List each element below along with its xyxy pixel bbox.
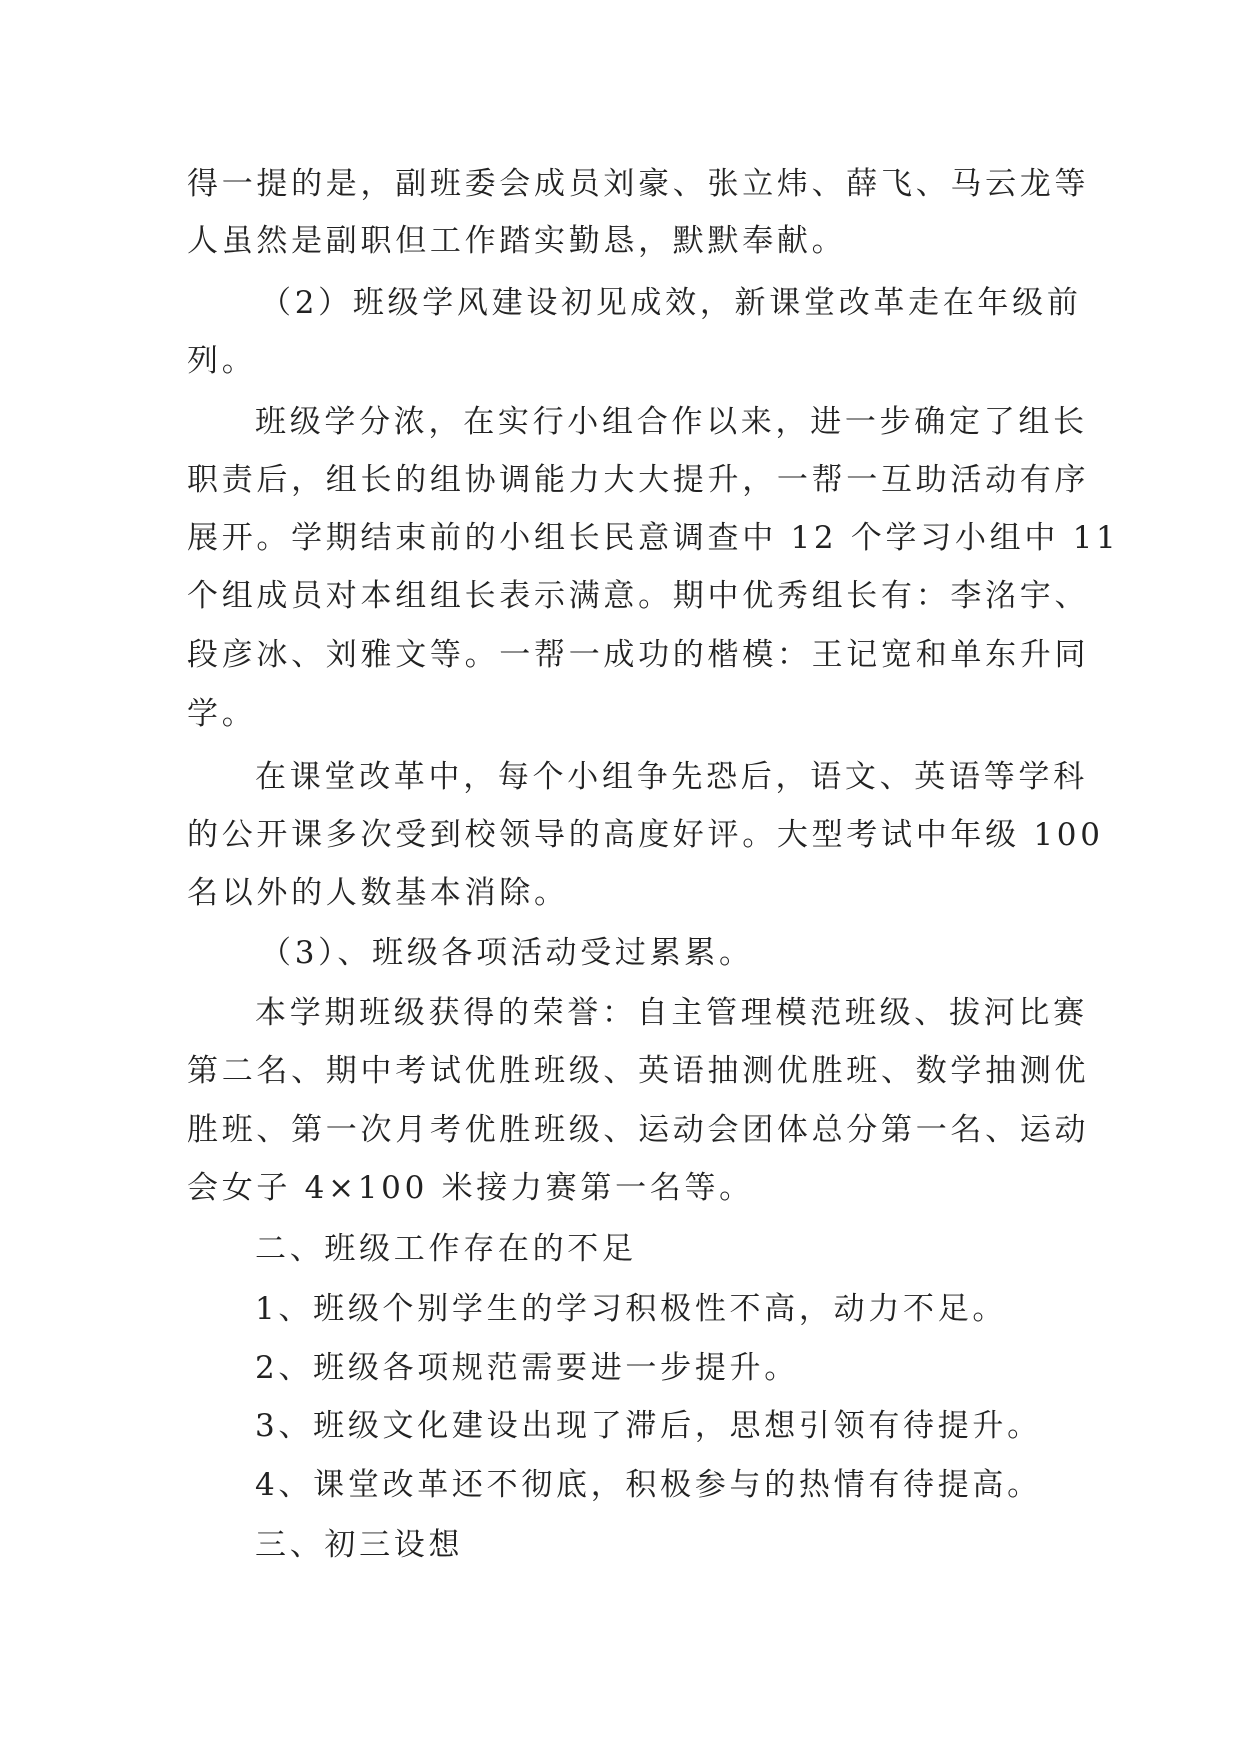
text-line: 段彦冰、刘雅文等。一帮一成功的楷模：王记宽和单东升同 — [187, 637, 1090, 673]
text-line: 班级学分浓，在实行小组合作以来，进一步确定了组长 — [255, 404, 1088, 440]
text-line: 本学期班级获得的荣誉：自主管理模范班级、拔河比赛 — [255, 995, 1088, 1031]
section-heading: （2）班级学风建设初见成效，新课堂改革走在年级前 — [260, 285, 1082, 321]
text-line: 职责后，组长的组协调能力大大提升，一帮一互助活动有序 — [187, 462, 1090, 498]
text-line: 个组成员对本组组长表示满意。期中优秀组长有：李洺宇、 — [187, 578, 1090, 614]
section-heading: 三、初三设想 — [255, 1527, 464, 1563]
list-item: 4、课堂改革还不彻底，积极参与的热情有待提高。 — [255, 1467, 1042, 1503]
list-item: 2、班级各项规范需要进一步提升。 — [255, 1350, 799, 1386]
text-line: 学。 — [187, 696, 257, 732]
section-heading: 二、班级工作存在的不足 — [255, 1231, 637, 1267]
text-line: 的公开课多次受到校领导的高度好评。大型考试中年级 100 — [187, 817, 1104, 853]
text-line: 在课堂改革中，每个小组争先恐后，语文、英语等学科 — [255, 759, 1088, 795]
section-heading: （3）、班级各项活动受过累累。 — [260, 935, 754, 971]
list-item: 1、班级个别学生的学习积极性不高，动力不足。 — [255, 1291, 1008, 1327]
text-line: 第二名、期中考试优胜班级、英语抽测优胜班、数学抽测优 — [187, 1053, 1090, 1089]
text-line: 会女子 4×100 米接力赛第一名等。 — [187, 1170, 754, 1206]
list-item: 3、班级文化建设出现了滞后，思想引领有待提升。 — [255, 1408, 1042, 1444]
text-line: 列。 — [187, 343, 257, 379]
text-line: 胜班、第一次月考优胜班级、运动会团体总分第一名、运动 — [187, 1112, 1090, 1148]
text-line: 得一提的是，副班委会成员刘豪、张立炜、薛飞、马云龙等 — [187, 166, 1090, 202]
text-line: 展开。学期结束前的小组长民意调查中 12 个学习小组中 11 — [187, 520, 1120, 556]
text-line: 人虽然是副职但工作踏实勤恳，默默奉献。 — [187, 223, 847, 259]
text-line: 名以外的人数基本消除。 — [187, 875, 569, 911]
